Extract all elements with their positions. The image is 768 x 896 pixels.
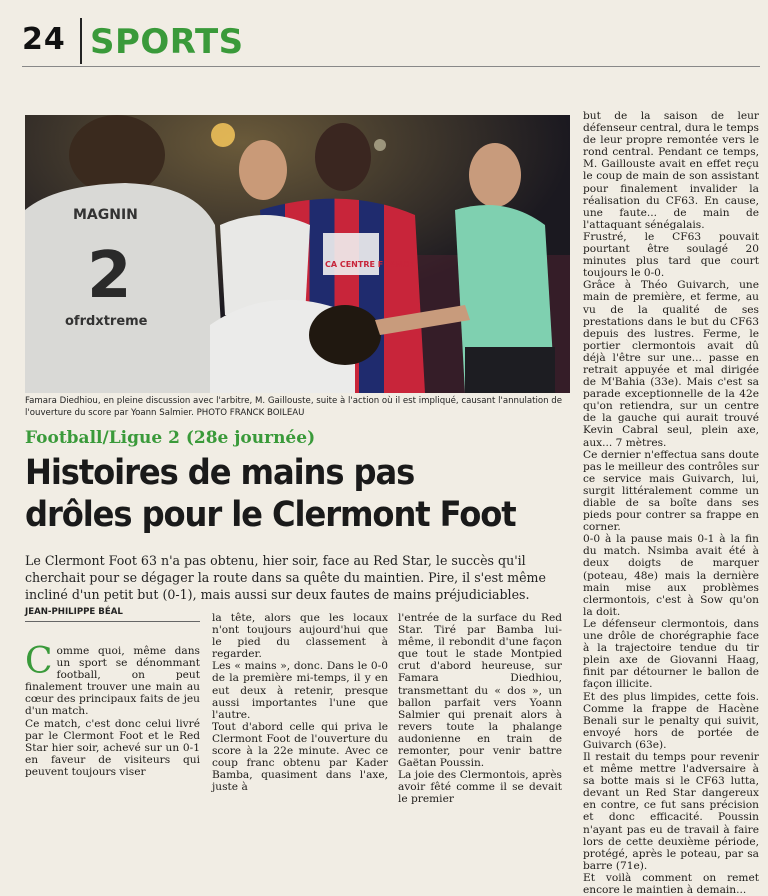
paragraph: Et voilà comment on remet encore le maintien à demain...: [583, 871, 759, 896]
paragraph: Tout d'abord celle qui priva le Clermont Foot de l'ouverture du score à la 22e minute. Avec ce coup franc obtenu par Kader Bamba, quasiment dans l'axe, juste à: [212, 720, 388, 794]
paragraph: Les « mains », donc. Dans le 0-0 de la première mi-temps, il y en eut deux à retenir, presque aussi importantes l'une que l'autre.: [212, 660, 388, 721]
byline-rule: [25, 621, 200, 622]
header-rule: [22, 66, 760, 67]
shirt-sponsor: CA CENTRE FRANCE: [325, 260, 414, 269]
text-column-4: [583, 110, 759, 896]
jersey-number: 2: [87, 239, 132, 313]
page-number: 24: [22, 22, 66, 57]
paragraph: Grâce à Théo Guivarch, une main de première, et ferme, au vu de la qualité de ses prestations dans le but du CF63 depuis des lustres. Ferme, le portier clermontois avait dû déjà l'être sur une... passe en retrait appuyée et mal dirigée de M'Bahia (33e). Mais c'est sa parade exceptionnelle de la 42e qu'on retiendra, sur un centre de la gauche qui aurait trouvé Kevin Cabral seul, plein axe, aux... 7 mètres.: [583, 279, 759, 449]
drop-cap: C: [25, 641, 53, 682]
paragraph: La joie des Clermontois, après avoir fêté comme il se devait le premier: [398, 769, 562, 806]
paragraph: but de la saison de leur défenseur central, dura le temps de leur propre remontée vers le rond central. Pendant ce temps, M. Gaillouste avait en effet reçu le coup de main de son assistant pour finalement invalider la réalisation du CF63. En cause, une faute... de main de l'attaquant sénégalais.: [583, 110, 759, 231]
article-headline: Histoires de mains pas drôles pour le Clermont Foot: [25, 453, 516, 535]
section-title: SPORTS: [90, 22, 244, 62]
text-column-3: [398, 612, 562, 806]
article-standfirst: Le Clermont Foot 63 n'a pas obtenu, hier soir, face au Red Star, le succès qu'il cherchait pour se dégager la route dans sa quête du maintien. Pire, il s'est même incliné d'un petit but (0-1), mais aussi sur deux fautes de mains préjudiciables.: [25, 553, 546, 602]
paragraph: Et des plus limpides, cette fois. Comme la frappe de Hacène Benali sur le penalty qui suivit, envoyé hors de portée de Guivarch (63e).: [583, 690, 759, 751]
header-divider: [80, 18, 82, 64]
paragraph: Ce dernier n'effectua sans doute pas le meilleur des contrôles sur ce service mais Guivarch, lui, surgit littéralement comme un diable de sa boîte dans ses pieds pour contrer sa frappe en corner.: [583, 448, 759, 534]
paragraph: Il restait du temps pour revenir et même mettre l'adversaire à sa botte mais si le CF63 lutta, devant un Red Star dangereux en contre, ce fut sans précision et donc efficacité. Poussin n'ayant pas eu de travail à faire lors de cette deuxième période, protégé, après le poteau, par sa barre (71e).: [583, 750, 759, 872]
football-players-photo-icon: [25, 115, 570, 393]
text-column-1: [25, 641, 200, 778]
article-photo: [25, 115, 570, 393]
article-kicker: Football/Ligue 2 (28e journée): [25, 428, 316, 448]
paragraph: 0-0 à la pause mais 0-1 à la fin du match. Nsimba avait été à deux doigts de marquer (poteau, 48e) mais la dernière main mise aux problèmes clermontois, c'est à Sow qu'on la doit.: [583, 533, 759, 618]
author-byline: JEAN-PHILIPPE BÉAL: [25, 607, 123, 617]
paragraph: l'entrée de la surface du Red Star. Tiré par Bamba lui-même, il rebondit d'une façon que tout le stade Montpied crut d'abord heureuse, sur Famara Diedhiou, transmettant du « dos », un ballon parfait vers Yoann Salmier qui prenait alors à revers toute la phalange audonienne en train de remonter, pour venir battre Gaëtan Poussin.: [398, 612, 562, 770]
paragraph: Le défenseur clermontois, dans une drôle de chorégraphie face à la trajectoire tendue du tir plein axe de Giovanni Haag, finit par détourner le ballon de façon illicite.: [583, 617, 759, 691]
jersey-sponsor: ofrdxtreme: [65, 314, 148, 329]
jersey-name: MAGNIN: [73, 207, 138, 223]
paragraph: la tête, alors que les locaux n'ont toujours aujourd'hui que le pied du classement à regarder.: [212, 612, 388, 661]
paragraph: Frustré, le CF63 pouvait pourtant être soulagé 20 minutes plus tard que court toujours le 0-0.: [583, 230, 759, 280]
paragraph: Ce match, c'est donc celui livré par le Clermont Foot et le Red Star hier soir, achevé sur un 0-1 en faveur de visiteurs qui peuvent toujours viser: [25, 717, 200, 778]
photo-caption: Famara Diedhiou, en pleine discussion avec l'arbitre, M. Gaillouste, suite à l'action où il est impliqué, causant l'annulation de l'ouverture du score par Yoann Salmier. PHOTO FRANCK BOILEAU: [25, 396, 563, 418]
paragraph: omme quoi, même dans un sport se dénommant football, on peut finalement trouver une main au cœur des principaux faits de jeu d'un match.: [25, 645, 200, 718]
text-column-2: [212, 612, 388, 794]
